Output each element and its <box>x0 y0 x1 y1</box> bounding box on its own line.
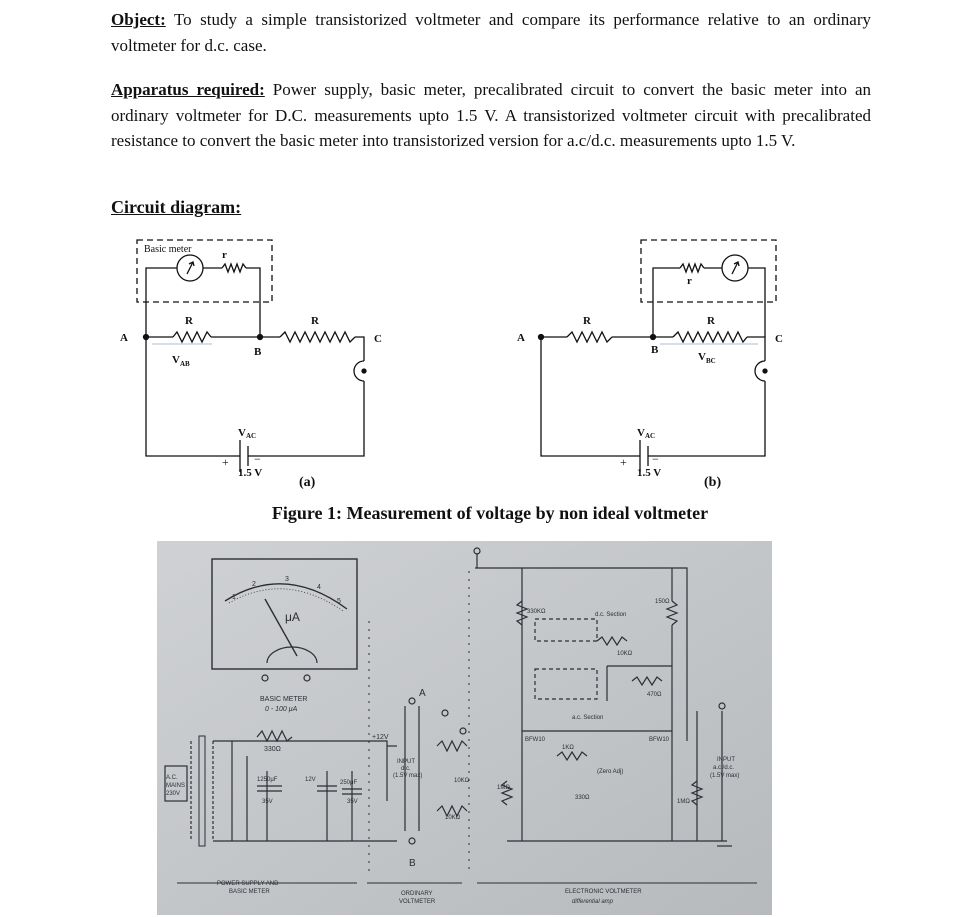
ac-section-label: a.c. Section <box>572 715 604 721</box>
node-a-label-a: A <box>120 332 128 344</box>
cap-1250-label: 1250μF <box>257 777 278 783</box>
node-a-label-b: A <box>517 332 525 344</box>
battery-label-b: 1.5 V <box>637 467 662 479</box>
vac-label-v-b: V <box>637 427 645 439</box>
resistor-r1-a <box>173 332 211 342</box>
r1-label-b: R <box>583 315 591 327</box>
res-330k-label: 330KΩ <box>527 609 546 615</box>
battery-minus-a: − <box>254 452 261 466</box>
ordinary-input-label-3: (1.5V max) <box>393 773 423 779</box>
evm-input-label-1: INPUT <box>717 757 735 763</box>
ordinary-label-1: ORDINARY <box>401 891 433 897</box>
meter-scale-3: 3 <box>285 576 289 583</box>
node-b-dot-b <box>651 335 656 340</box>
apparatus-heading: Apparatus required: <box>111 80 265 99</box>
sub-caption-a: (a) <box>299 475 316 490</box>
meter-wire-left-a <box>146 268 177 337</box>
res-330-label: 330Ω <box>264 746 281 753</box>
r2-label-a: R <box>311 315 319 327</box>
meter-scale-1: 1 <box>232 594 236 601</box>
node-a-dot-a <box>144 335 149 340</box>
diagram-b <box>539 240 777 472</box>
bfw-label-2: BFW10 <box>649 737 670 743</box>
meter-unit-label: μA <box>285 610 300 624</box>
meter-scale-2: 2 <box>252 581 256 588</box>
probe-c-dot-b <box>763 369 767 373</box>
vab-label-sub: AB <box>180 360 190 368</box>
circuit-diagrams <box>0 228 964 498</box>
power-supply-label-1: POWER SUPPLY AND <box>217 881 279 887</box>
resistor-r-a <box>222 264 246 272</box>
v12-label: 12V <box>305 777 316 783</box>
ordinary-input-label-2: d.c. <box>401 766 411 772</box>
v35-label-2: 35V <box>347 799 358 805</box>
right-return-wire-b <box>648 381 765 456</box>
resistor-r2-b <box>673 332 747 342</box>
object-heading: Object: <box>111 10 166 29</box>
v35-label-1: 35V <box>262 799 273 805</box>
meter-scale-4: 4 <box>317 584 321 591</box>
res-1m-label-2: 1MΩ <box>677 799 690 805</box>
electronic-label-1: ELECTRONIC VOLTMETER <box>565 889 642 895</box>
battery-plus-a: + <box>222 455 229 469</box>
cap-250-label: 250μF <box>340 780 358 786</box>
main-wire-a3 <box>355 337 364 361</box>
evm-input-label-3: (1.5V max) <box>710 773 740 779</box>
res-330-2-label: 330Ω <box>575 795 590 801</box>
node-b-label-a: B <box>254 346 262 358</box>
photo-a-label: A <box>419 688 426 699</box>
vac-label-sub-a: AC <box>246 432 257 440</box>
ac-mains-label-3: 230V <box>166 791 181 797</box>
object-paragraph <box>111 7 871 58</box>
resistor-r-b <box>680 264 704 272</box>
vac-label-v-a: V <box>238 427 246 439</box>
apparatus-paragraph <box>111 77 871 154</box>
meter-scale-5: 5 <box>337 598 341 605</box>
res-10k-label-1: 10KΩ <box>454 778 470 784</box>
vbc-label-v: V <box>698 351 706 363</box>
figure-caption: Figure 1: Measurement of voltage by non ideal voltmeter <box>271 503 709 523</box>
photo-b-label: B <box>409 858 416 869</box>
vac-label-sub-b: AC <box>645 432 656 440</box>
r1-label-a: R <box>185 315 193 327</box>
node-c-label-a: C <box>374 333 382 345</box>
res-150-label: 150Ω <box>655 599 670 605</box>
res-10k-label-3: 10KΩ <box>617 651 633 657</box>
left-return-wire-a <box>146 337 240 456</box>
r2-label-b: R <box>707 315 715 327</box>
ac-mains-label-1: A.C. <box>166 775 178 781</box>
battery-plus-b: + <box>620 455 627 469</box>
panel-photo <box>157 541 772 915</box>
r-label-b: r <box>687 275 692 287</box>
vab-label-v: V <box>172 354 180 366</box>
probe-c-dot-a <box>362 369 366 373</box>
r-label-a: r <box>222 249 227 261</box>
node-a-dot-b <box>539 335 544 340</box>
ordinary-input-label-1: INPUT <box>397 759 415 765</box>
ordinary-label-2: VOLTMETER <box>399 899 436 905</box>
sub-caption-b: (b) <box>704 475 722 490</box>
bfw-label-1: BFW10 <box>525 737 546 743</box>
power-supply-label-2: BASIC METER <box>229 889 270 895</box>
node-c-label-b: C <box>775 333 783 345</box>
res-1m-label-1: 1MΩ <box>497 785 510 791</box>
apparatus-text: Power supply, basic meter, precalibrated circuit to convert the basic meter into an ordinary voltmeter for D.C. measurements upto 1.5 V. A transistorized voltmeter circuit with precalibrated resistance to convert the basic meter into transistorized version for a.c/d.c. measurements upto 1.5 V. <box>111 80 872 150</box>
basic-meter-note: 0 - 100 μA <box>265 706 298 713</box>
res-1k-label: 1KΩ <box>562 745 574 751</box>
battery-minus-b: − <box>652 452 659 466</box>
evm-input-label-2: a.c./d.c. <box>713 765 735 771</box>
resistor-r1-b <box>567 332 612 342</box>
basic-meter-photo-label: BASIC METER <box>260 696 308 703</box>
plus-12v-label: +12V <box>372 734 389 741</box>
main-wire-b3 <box>747 337 765 361</box>
circuit-diagram-heading: Circuit diagram: <box>111 197 242 217</box>
electronic-label-2: differential amp <box>572 899 614 905</box>
node-b-label-b: B <box>651 344 659 356</box>
zero-adj-label: (Zero Adj) <box>597 769 624 775</box>
ac-mains-label-2: MAINS <box>166 783 186 789</box>
basic-meter-label: Basic meter <box>144 244 192 255</box>
res-470-label: 470Ω <box>647 692 662 698</box>
res-10k-label-2: 10KΩ <box>445 815 461 821</box>
left-return-wire-b <box>541 337 640 456</box>
battery-label-a: 1.5 V <box>238 467 263 479</box>
node-b-dot-a <box>258 335 263 340</box>
basic-meter-box-b <box>641 240 776 302</box>
right-return-wire-a <box>248 381 364 456</box>
vbc-label-sub: BC <box>706 357 716 365</box>
dc-section-label: d.c. Section <box>595 612 627 618</box>
resistor-r2-a <box>280 332 355 342</box>
object-text: To study a simple transistorized voltmeter and compare its performance relative to an ordinary voltmeter for d.c. case. <box>111 10 871 55</box>
